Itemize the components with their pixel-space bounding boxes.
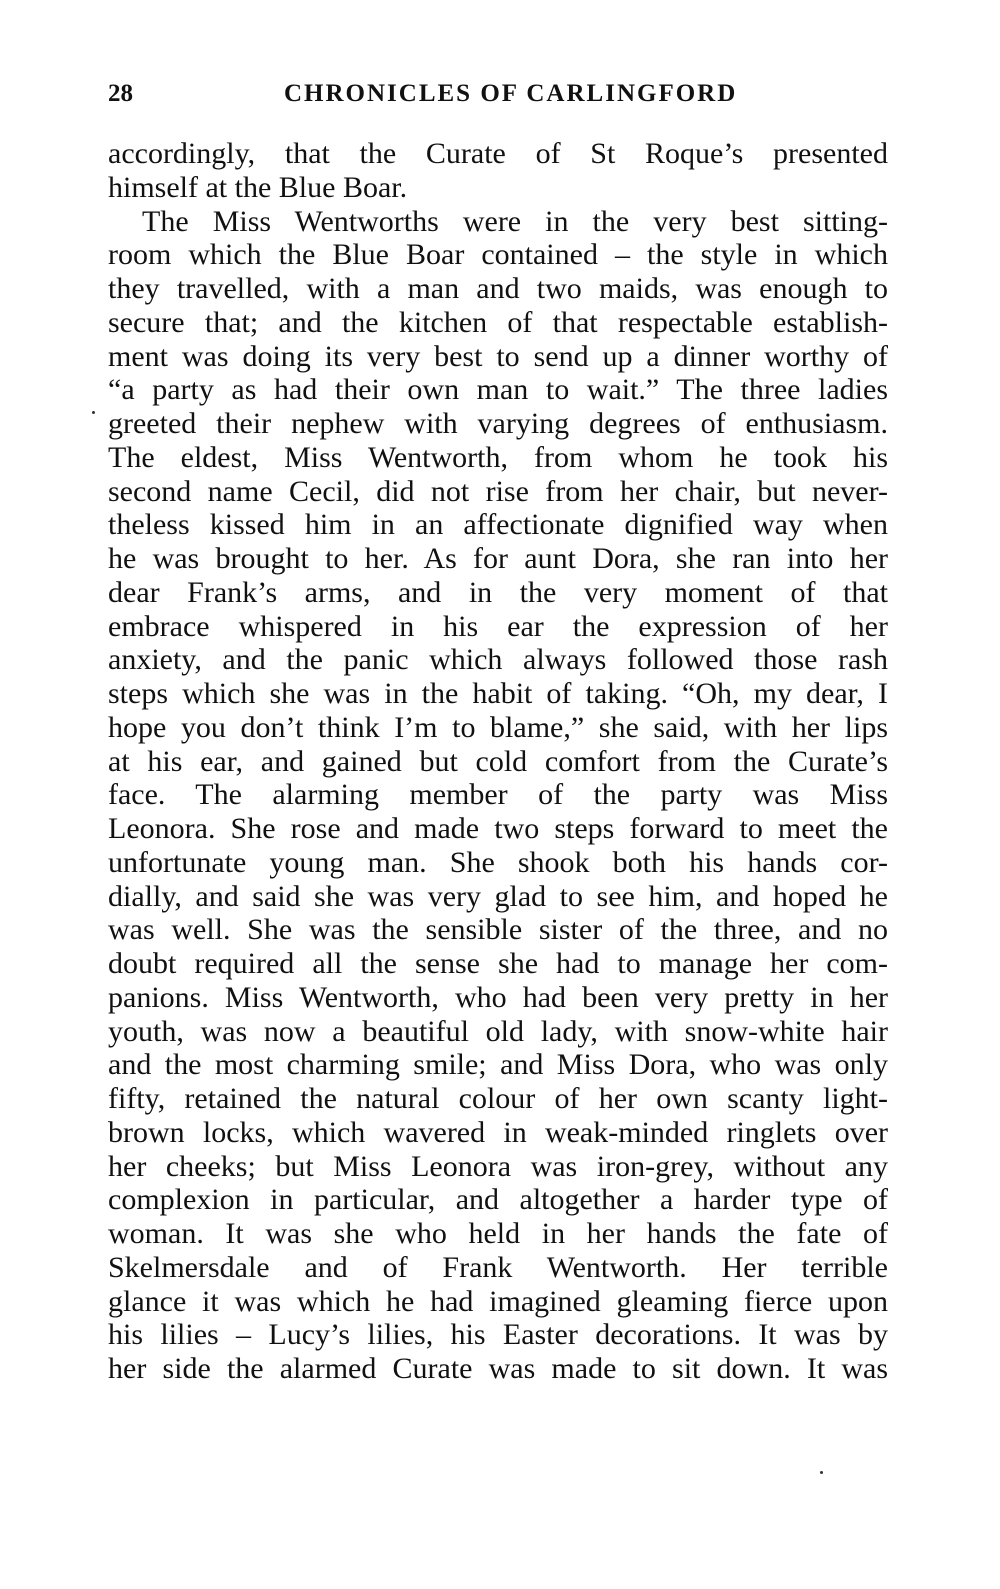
- text-line: and the most charming smile; and Miss Dora, who was only: [108, 1048, 888, 1082]
- text-line: embrace whispered in his ear the expression of her: [108, 609, 888, 643]
- text-line: theless kissed him in an affectionate dignified way when: [108, 508, 888, 542]
- text-line: secure that; and the kitchen of that respectable establish-: [108, 305, 888, 339]
- text-line: anxiety, and the panic which always followed those rash: [108, 643, 888, 677]
- text-line: her cheeks; but Miss Leonora was iron-grey, without any: [108, 1149, 888, 1183]
- body-text: [108, 137, 888, 1386]
- text-line: doubt required all the sense she had to manage her com-: [108, 947, 888, 980]
- text-line: his lilies – Lucy’s lilies, his Easter decorations. It was by: [108, 1318, 888, 1352]
- text-line: Leonora. She rose and made two steps forward to meet the: [108, 812, 888, 845]
- text-line: accordingly, that the Curate of St Roque’s presented: [108, 137, 888, 170]
- text-line: woman. It was she who held in her hands the fate of: [108, 1217, 888, 1250]
- text-line: he was brought to her. As for aunt Dora, she ran into her: [108, 542, 888, 575]
- scan-speck: [820, 1471, 823, 1474]
- text-line: Skelmersdale and of Frank Wentworth. Her terrible: [108, 1250, 888, 1284]
- text-line: they travelled, with a man and two maids, was enough to: [108, 272, 888, 305]
- text-line: was well. She was the sensible sister of the three, and no: [108, 913, 888, 947]
- text-line: panions. Miss Wentworth, who had been very pretty in her: [108, 980, 888, 1014]
- text-line: dear Frank’s arms, and in the very moment of that: [108, 575, 888, 609]
- text-line: fifty, retained the natural colour of her own scanty light-: [108, 1082, 888, 1115]
- scan-speck: [92, 411, 95, 414]
- text-line: himself at the Blue Boar.: [108, 170, 408, 204]
- text-line: room which the Blue Boar contained – the style in which: [108, 238, 888, 272]
- text-line: hope you don’t think I’m to blame,” she said, with her lips: [108, 710, 888, 744]
- text-line: brown locks, which wavered in weak-minded ringlets over: [108, 1115, 888, 1149]
- text-line: steps which she was in the habit of taking. “Oh, my dear, I: [108, 677, 888, 710]
- text-line: The eldest, Miss Wentworth, from whom he took his: [108, 440, 888, 474]
- text-line: The Miss Wentworths were in the very best sitting-: [142, 204, 888, 238]
- text-line: greeted their nephew with varying degrees of enthusiasm.: [108, 407, 888, 440]
- text-line: glance it was which he had imagined gleaming fierce upon: [108, 1284, 888, 1318]
- text-line: face. The alarming member of the party was Miss: [108, 778, 888, 812]
- text-line: her side the alarmed Curate was made to sit down. It was: [108, 1352, 888, 1385]
- text-line: “a party as had their own man to wait.” The three ladies: [108, 373, 888, 407]
- text-line: dially, and said she was very glad to see him, and hoped he: [108, 879, 888, 913]
- running-head: [108, 74, 888, 114]
- text-line: complexion in particular, and altogether a harder type of: [108, 1183, 888, 1217]
- text-line: youth, was now a beautiful old lady, with snow-white hair: [108, 1014, 888, 1048]
- book-title: CHRONICLES OF CARLINGFORD: [284, 80, 738, 107]
- text-line: unfortunate young man. She shook both his hands cor-: [108, 845, 888, 879]
- text-line: at his ear, and gained but cold comfort from the Curate’s: [108, 744, 888, 778]
- page-number: 28: [108, 80, 133, 107]
- text-line: second name Cecil, did not rise from her chair, but never-: [108, 474, 888, 508]
- text-line: ment was doing its very best to send up a dinner worthy of: [108, 339, 888, 373]
